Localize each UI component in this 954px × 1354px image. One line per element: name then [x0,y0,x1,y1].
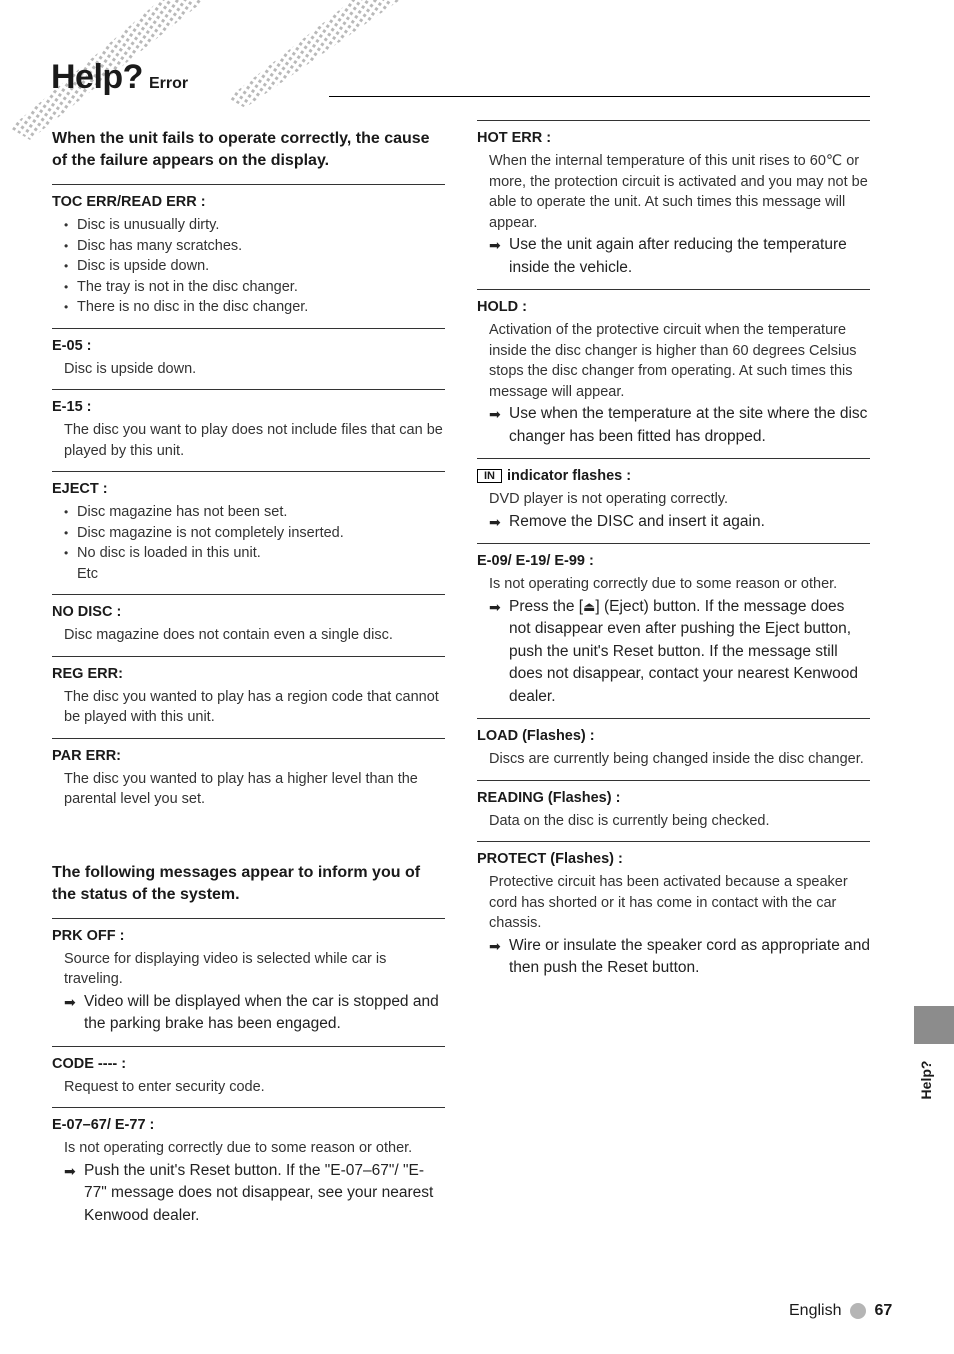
footer-dot-icon [850,1303,866,1319]
list-item: • No disc is loaded in this unit. [64,543,445,564]
section-hot-err [477,120,870,289]
section-code [52,1046,445,1108]
section-eject [52,471,445,594]
action-step [477,403,870,448]
action-step [52,1160,445,1228]
section-heading: E-09/ E-19/ E-99 : [477,553,594,569]
section-toc-err [52,184,445,328]
cause-list [52,215,445,318]
arrow-icon: ➡ [489,937,501,954]
page-heading [51,58,188,97]
action-text-post: ] (Eject) button. If the message does not disappear even after pushing the Eject button, push the unit's Reset button. If the message still does not disappear, contact your nearest Kenwood dealer. [509,597,858,705]
section-heading: LOAD (Flashes) : [477,728,595,744]
section-in-indicator [477,458,870,543]
action-step [477,511,870,534]
action-step [52,991,445,1036]
action-text-pre: Press the [ [509,597,584,615]
section-text: When the internal temperature of this unit rises to 60℃ or more, the protection circuit is activated and you may not be able to operate the unit. At such times this message will appear. [489,153,868,231]
section-e07 [52,1107,445,1237]
section-reg-err [52,656,445,738]
action-step [477,935,870,980]
right-column [477,120,870,990]
section-text: DVD player is not operating correctly. [489,491,729,507]
section-e09 [477,543,870,718]
section-text: The disc you wanted to play has a region code that cannot be played with this unit. [64,688,439,725]
section-heading: HOT ERR : [477,130,552,146]
intro-failure: When the unit fails to operate correctly, the cause of the failure appears on the display. [52,130,430,169]
section-no-disc [52,594,445,656]
section-text: Discs are currently being changed inside the disc changer. [489,751,864,767]
action-text: Video will be displayed when the car is stopped and the parking brake has been engaged. [84,992,439,1032]
arrow-icon: ➡ [489,237,501,253]
section-heading: TOC ERR/READ ERR : [52,194,206,210]
action-step [477,234,870,279]
list-item: • Disc magazine has not been set. [64,502,445,523]
section-text: Source for displaying video is selected while car is traveling. [64,950,387,987]
section-heading: CODE ---- : [52,1055,127,1072]
section-text: Disc magazine does not contain even a single disc. [64,627,393,643]
section-e15 [52,389,445,471]
arrow-icon: ➡ [64,993,76,1010]
page-subtitle: Error [148,75,189,92]
arrow-icon: ➡ [489,406,501,422]
list-item: • Disc magazine is not completely inserted. [64,523,445,544]
section-heading: PROTECT (Flashes) : [477,851,623,867]
section-text: The disc you wanted to play has a higher level than the parental level you set. [64,770,418,807]
section-text: Activation of the protective circuit when the temperature inside the disc changer is higher than 60 degrees Celsius stops the disc changer from operating. At such times this message will appear. [489,322,857,400]
section-heading: E-05 : [52,337,92,354]
section-heading: REG ERR: [52,665,123,682]
list-item: • Disc has many scratches. [64,236,445,257]
action-text: Remove the DISC and insert it again. [509,512,765,530]
list-item: • Disc is unusually dirty. [64,215,445,236]
section-heading: PAR ERR: [52,747,122,764]
left-column [52,128,445,1237]
page-number: 67 [874,1302,893,1319]
list-item: • Disc is upside down. [64,256,445,277]
section-par-err [52,738,445,820]
section-heading: EJECT : [52,481,108,497]
section-heading: E-15 : [52,399,92,415]
page-footer [789,1302,892,1320]
list-item: • The tray is not in the disc changer. [64,277,445,298]
section-protect [477,841,870,990]
list-item: • There is no disc in the disc changer. [64,297,445,318]
section-heading [477,466,870,486]
section-heading: NO DISC : [52,604,122,620]
section-prk-off [52,918,445,1046]
section-hold [477,289,870,458]
action-text: Wire or insulate the speaker cord as appropriate and then push the Reset button. [509,936,871,976]
section-text: Is not operating correctly due to some reason or other. [64,1140,413,1156]
cause-list [52,502,445,584]
list-item-extra: Etc [77,565,98,582]
section-heading: HOLD : [477,299,527,315]
side-tab-label: Help? [918,1060,934,1100]
eject-icon: ⏏ [583,598,596,614]
arrow-icon: ➡ [64,1162,76,1179]
action-text: Use when the temperature at the site where the disc changer has been fitted has dropped. [509,405,868,445]
action-text: Push the unit's Reset button. If the "E-07–67"/ "E-77" message does not disappear, see your nearest Kenwood dealer. [84,1161,434,1224]
section-text: Request to enter security code. [64,1078,265,1095]
section-text: The disc you want to play does not include files that can be played by this unit. [64,422,443,459]
section-text: Protective circuit has been activated because a speaker cord has shorted or it has come in contact with the car chassis. [489,874,848,931]
footer-language: English [789,1302,842,1319]
section-text: Data on the disc is currently being checked. [489,812,770,829]
section-heading: READING (Flashes) : [477,789,621,806]
side-tab-marker [914,1006,954,1044]
section-text: Is not operating correctly due to some reason or other. [489,576,838,592]
section-heading: PRK OFF : [52,927,125,944]
section-reading [477,780,870,842]
section-heading: E-07–67/ E-77 : [52,1117,155,1133]
action-step [477,596,870,709]
in-indicator-icon: IN [477,469,502,483]
action-text: Use the unit again after reducing the temperature inside the vehicle. [509,236,847,276]
section-load [477,718,870,780]
arrow-icon: ➡ [489,598,501,615]
section-e05 [52,328,445,390]
section-text: Disc is upside down. [64,360,197,377]
intro-status: The following messages appear to inform you of the status of the system. [52,863,421,903]
title-rule [329,96,870,97]
arrow-icon: ➡ [489,513,501,530]
page-title: Help? [51,58,143,96]
section-heading-text: indicator flashes : [507,468,632,484]
